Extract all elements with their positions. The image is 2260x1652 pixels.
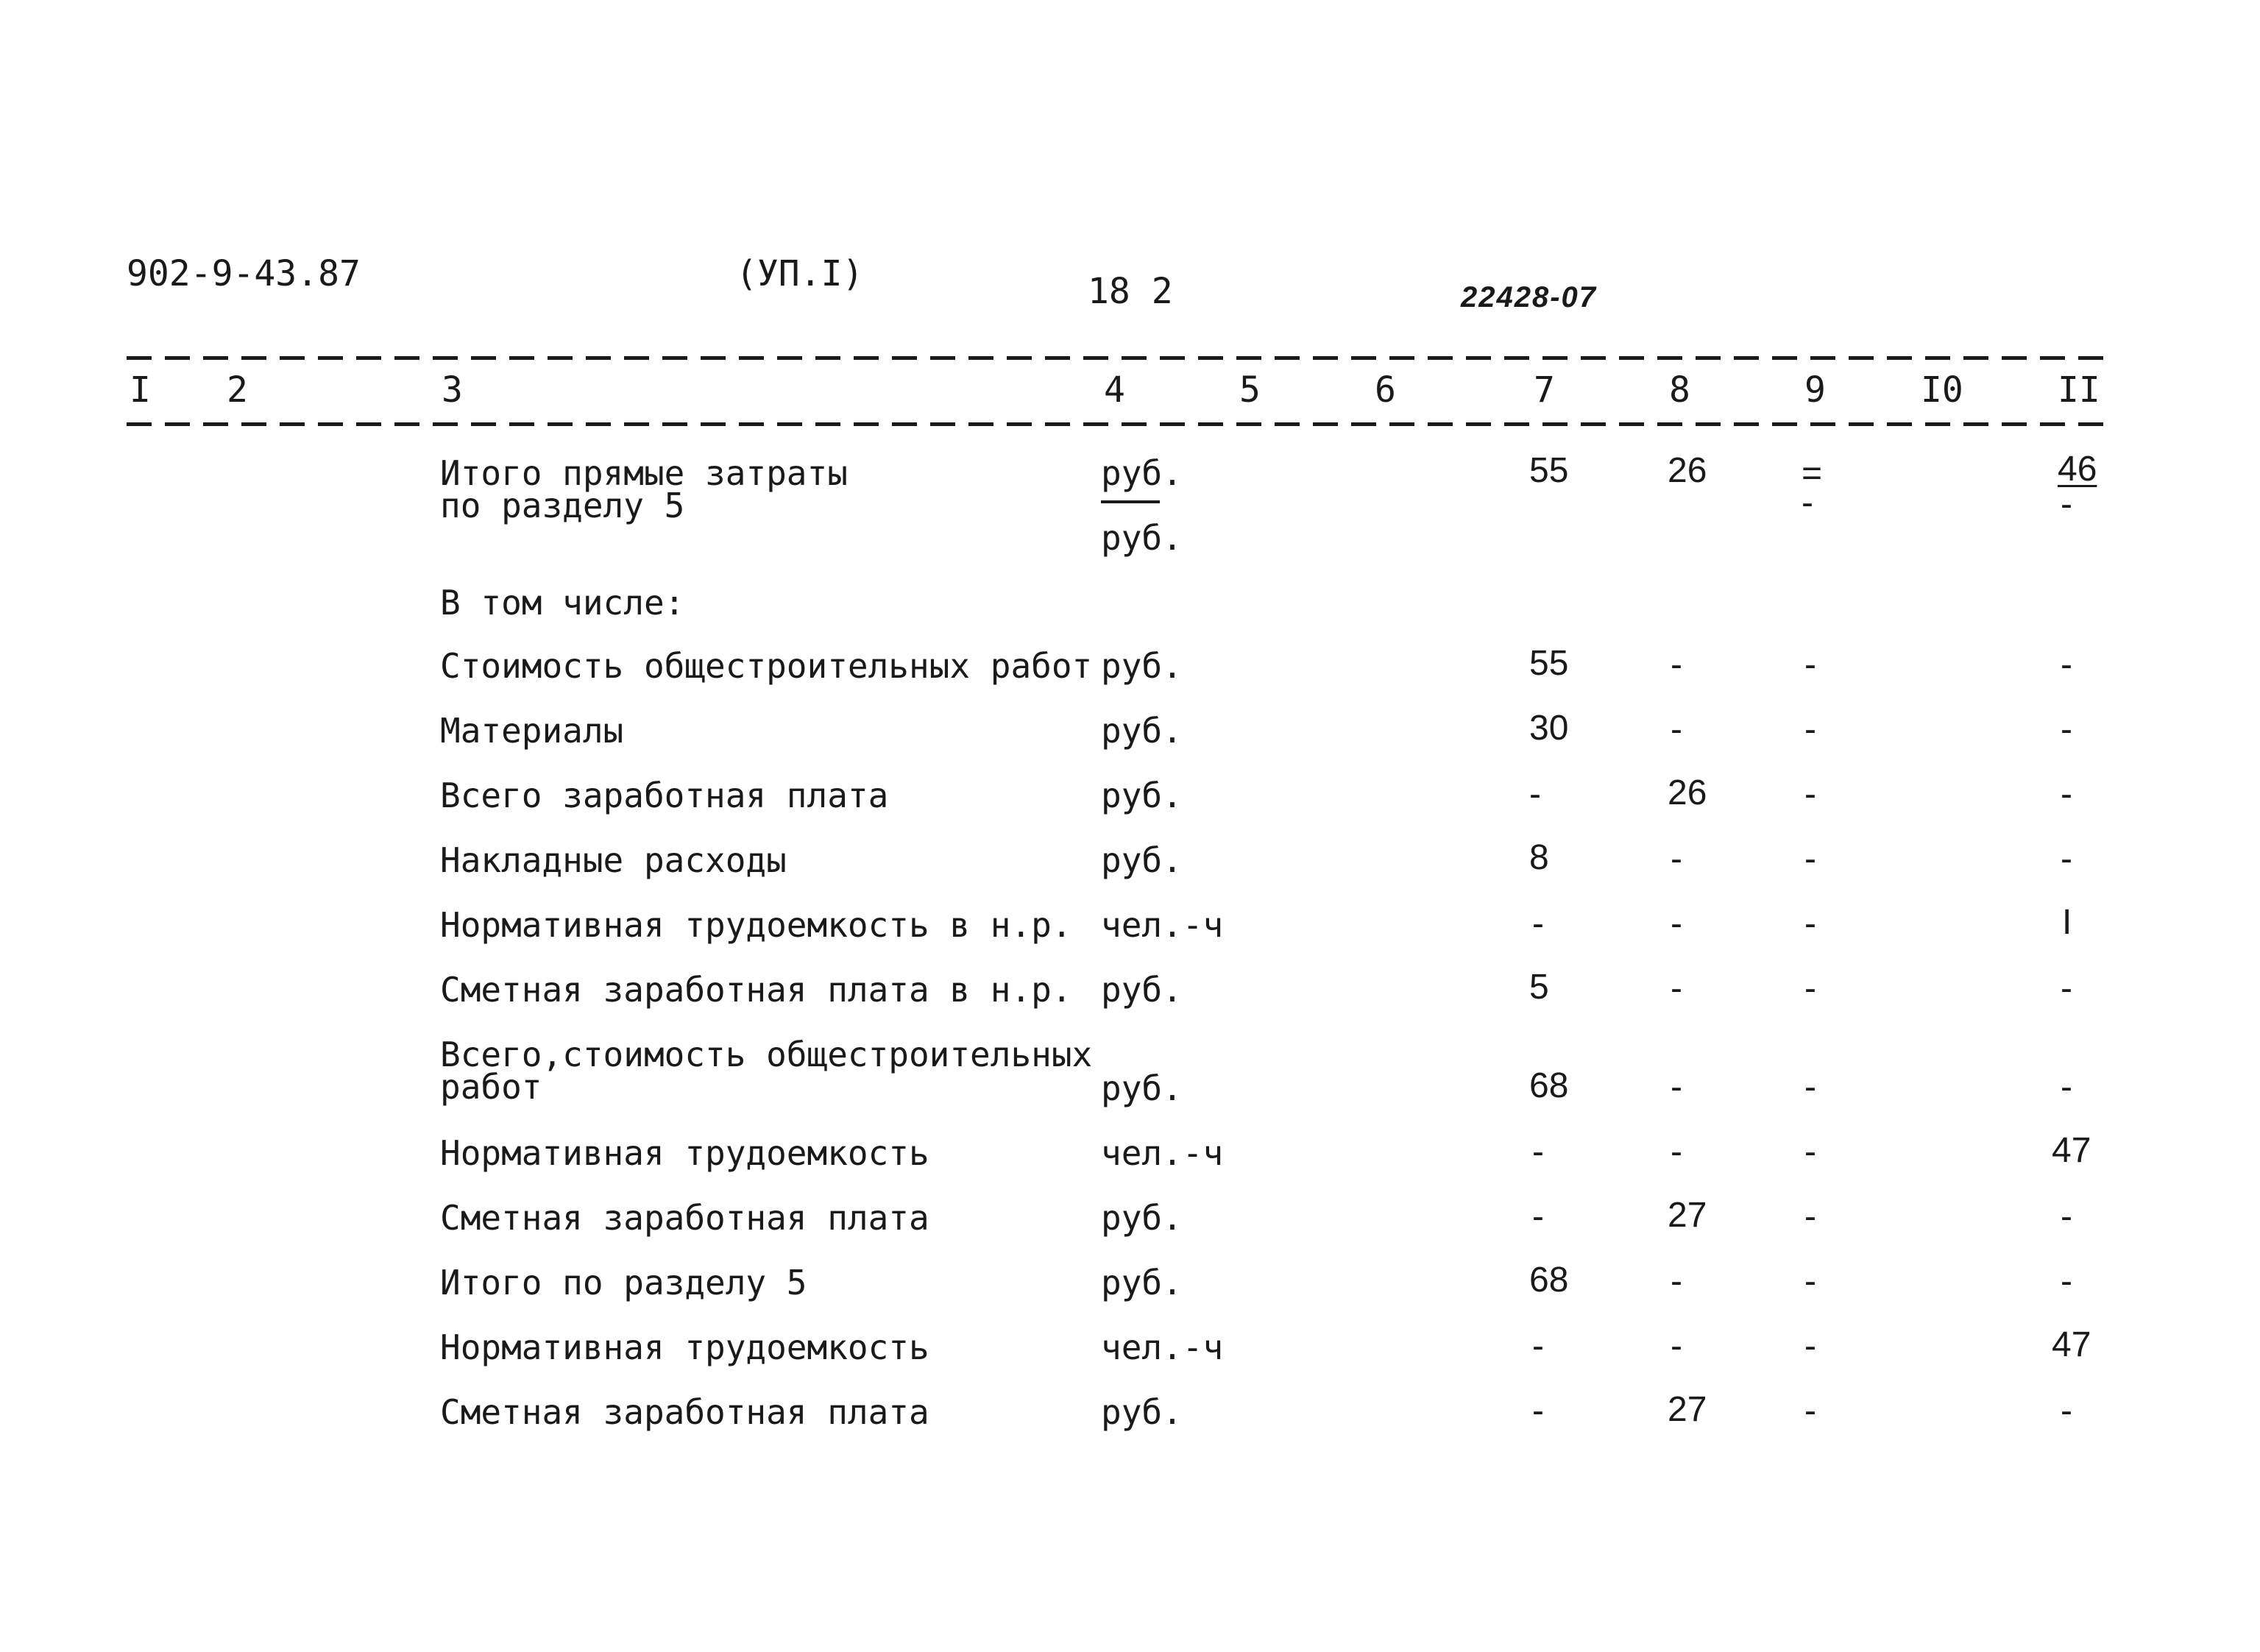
column-header-10: I0 — [1921, 369, 1963, 411]
row-col7: - — [1532, 1197, 1544, 1236]
row-col9: - — [1804, 1068, 1816, 1107]
row-col11: - — [2061, 1068, 2072, 1107]
row-col11: - — [2061, 969, 2072, 1008]
row-name: Материалы — [440, 711, 624, 751]
row-unit: руб. — [1101, 711, 1183, 751]
row-col9: - — [1804, 840, 1816, 879]
row-name-continued: работ — [440, 1067, 542, 1107]
column-header-1: I — [130, 369, 151, 411]
row-col8: - — [1671, 1262, 1682, 1301]
row-col11: - — [2061, 1392, 2072, 1431]
row-col8: - — [1671, 710, 1682, 749]
row-col9: - — [1804, 1392, 1816, 1431]
row-col7: 68 — [1529, 1261, 1569, 1300]
column-header-5: 5 — [1239, 369, 1261, 411]
column-header-2: 2 — [227, 369, 248, 411]
row-name: Итого прямые затраты — [440, 453, 848, 493]
row-unit: чел.-ч — [1101, 1327, 1224, 1367]
column-header-9: 9 — [1804, 369, 1826, 411]
row-col9: - — [1804, 1327, 1816, 1366]
row-col7: - — [1532, 1392, 1544, 1431]
row-col8: 26 — [1668, 451, 1707, 490]
row-unit: руб. — [1101, 1263, 1183, 1302]
row-col9: = — [1802, 454, 1823, 493]
album-number: (УП.I) — [736, 253, 864, 294]
row-col8: - — [1671, 840, 1682, 879]
row-name: Накладные расходы — [440, 840, 787, 880]
fraction-bar — [1101, 500, 1160, 503]
row-col11: - — [2061, 710, 2072, 749]
row-col9: - — [1804, 1132, 1816, 1171]
row-name: Нормативная трудоемкость — [440, 1133, 929, 1173]
row-col7: - — [1532, 1327, 1544, 1366]
column-header-8: 8 — [1669, 369, 1690, 411]
row-unit: руб. — [1101, 1198, 1183, 1238]
row-col8: 27 — [1668, 1196, 1707, 1235]
row-col9: - — [1804, 775, 1816, 814]
column-header-11: II — [2058, 369, 2100, 411]
row-name: Сметная заработная плата — [440, 1392, 929, 1432]
row-col9: - — [1804, 710, 1816, 749]
column-header-4: 4 — [1104, 369, 1125, 411]
row-col8: - — [1671, 969, 1682, 1008]
header-rule-top — [127, 356, 2106, 360]
row-col7: - — [1532, 904, 1544, 943]
row-col8: 27 — [1668, 1390, 1707, 1429]
row-col9: - — [1804, 969, 1816, 1008]
row-name-continued: по разделу 5 — [440, 486, 685, 525]
row-col8: 26 — [1668, 773, 1707, 812]
row-col9: - — [1804, 904, 1816, 943]
row-unit: руб. — [1101, 776, 1183, 815]
column-header-6: 6 — [1375, 369, 1396, 411]
row-col11: 46 — [2058, 450, 2097, 489]
row-col7: 55 — [1529, 644, 1569, 683]
row-name: Сметная заработная плата — [440, 1198, 929, 1238]
row-unit: руб. — [1101, 1068, 1183, 1108]
document-code: 902-9-43.87 — [127, 253, 361, 294]
row-col11: I — [2062, 903, 2072, 942]
row-col9: - — [1804, 1262, 1816, 1301]
row-name: Всего,стоимость общестроительных — [440, 1035, 1093, 1074]
row-name: Нормативная трудоемкость — [440, 1327, 929, 1367]
row-col7: - — [1532, 1132, 1544, 1171]
row-unit: чел.-ч — [1101, 905, 1224, 945]
row-name: Стоимость общестроительных работ — [440, 646, 1093, 686]
row-col11: - — [2061, 1197, 2072, 1236]
row-col11: - — [2061, 645, 2072, 684]
row-col11: - — [2061, 1262, 2072, 1301]
row-col7: 68 — [1529, 1066, 1569, 1105]
row-unit: руб. — [1101, 453, 1183, 493]
row-col11: - — [2061, 775, 2072, 814]
row-col7: 8 — [1529, 838, 1549, 877]
row-col7: 55 — [1529, 451, 1569, 490]
row-col8: - — [1671, 1327, 1682, 1366]
row-col7: - — [1529, 775, 1541, 814]
row-col11: 47 — [2052, 1325, 2091, 1364]
row-col9-denominator: - — [1802, 483, 1813, 522]
row-col7: 5 — [1529, 968, 1549, 1007]
row-unit: руб. — [1101, 840, 1183, 880]
row-col8: - — [1671, 904, 1682, 943]
row-name: Всего заработная плата — [440, 776, 889, 815]
header-rule-bottom — [127, 422, 2106, 426]
column-header-7: 7 — [1534, 369, 1555, 411]
row-name: Сметная заработная плата в н.р. — [440, 970, 1072, 1010]
row-col9: - — [1804, 1197, 1816, 1236]
row-col9: - — [1804, 645, 1816, 684]
row-col8: - — [1671, 1068, 1682, 1107]
row-unit: руб. — [1101, 970, 1183, 1010]
inventory-number: 22428-07 — [1461, 281, 1598, 313]
section-subheading: В том числе: — [440, 583, 685, 623]
row-col11: - — [2061, 840, 2072, 879]
row-col8: - — [1671, 1132, 1682, 1171]
row-name: Нормативная трудоемкость в н.р. — [440, 905, 1072, 945]
row-col11: 47 — [2052, 1131, 2091, 1170]
row-unit-denominator: руб. — [1101, 518, 1183, 558]
row-unit: руб. — [1101, 1392, 1183, 1432]
row-col8: - — [1671, 645, 1682, 684]
column-header-3: 3 — [442, 369, 463, 411]
page-number: 18 2 — [1088, 271, 1173, 312]
row-name: Итого по разделу 5 — [440, 1263, 807, 1302]
row-unit: руб. — [1101, 646, 1183, 686]
row-col11-denominator: - — [2061, 485, 2072, 524]
row-col7: 30 — [1529, 709, 1569, 748]
row-unit: чел.-ч — [1101, 1133, 1224, 1173]
